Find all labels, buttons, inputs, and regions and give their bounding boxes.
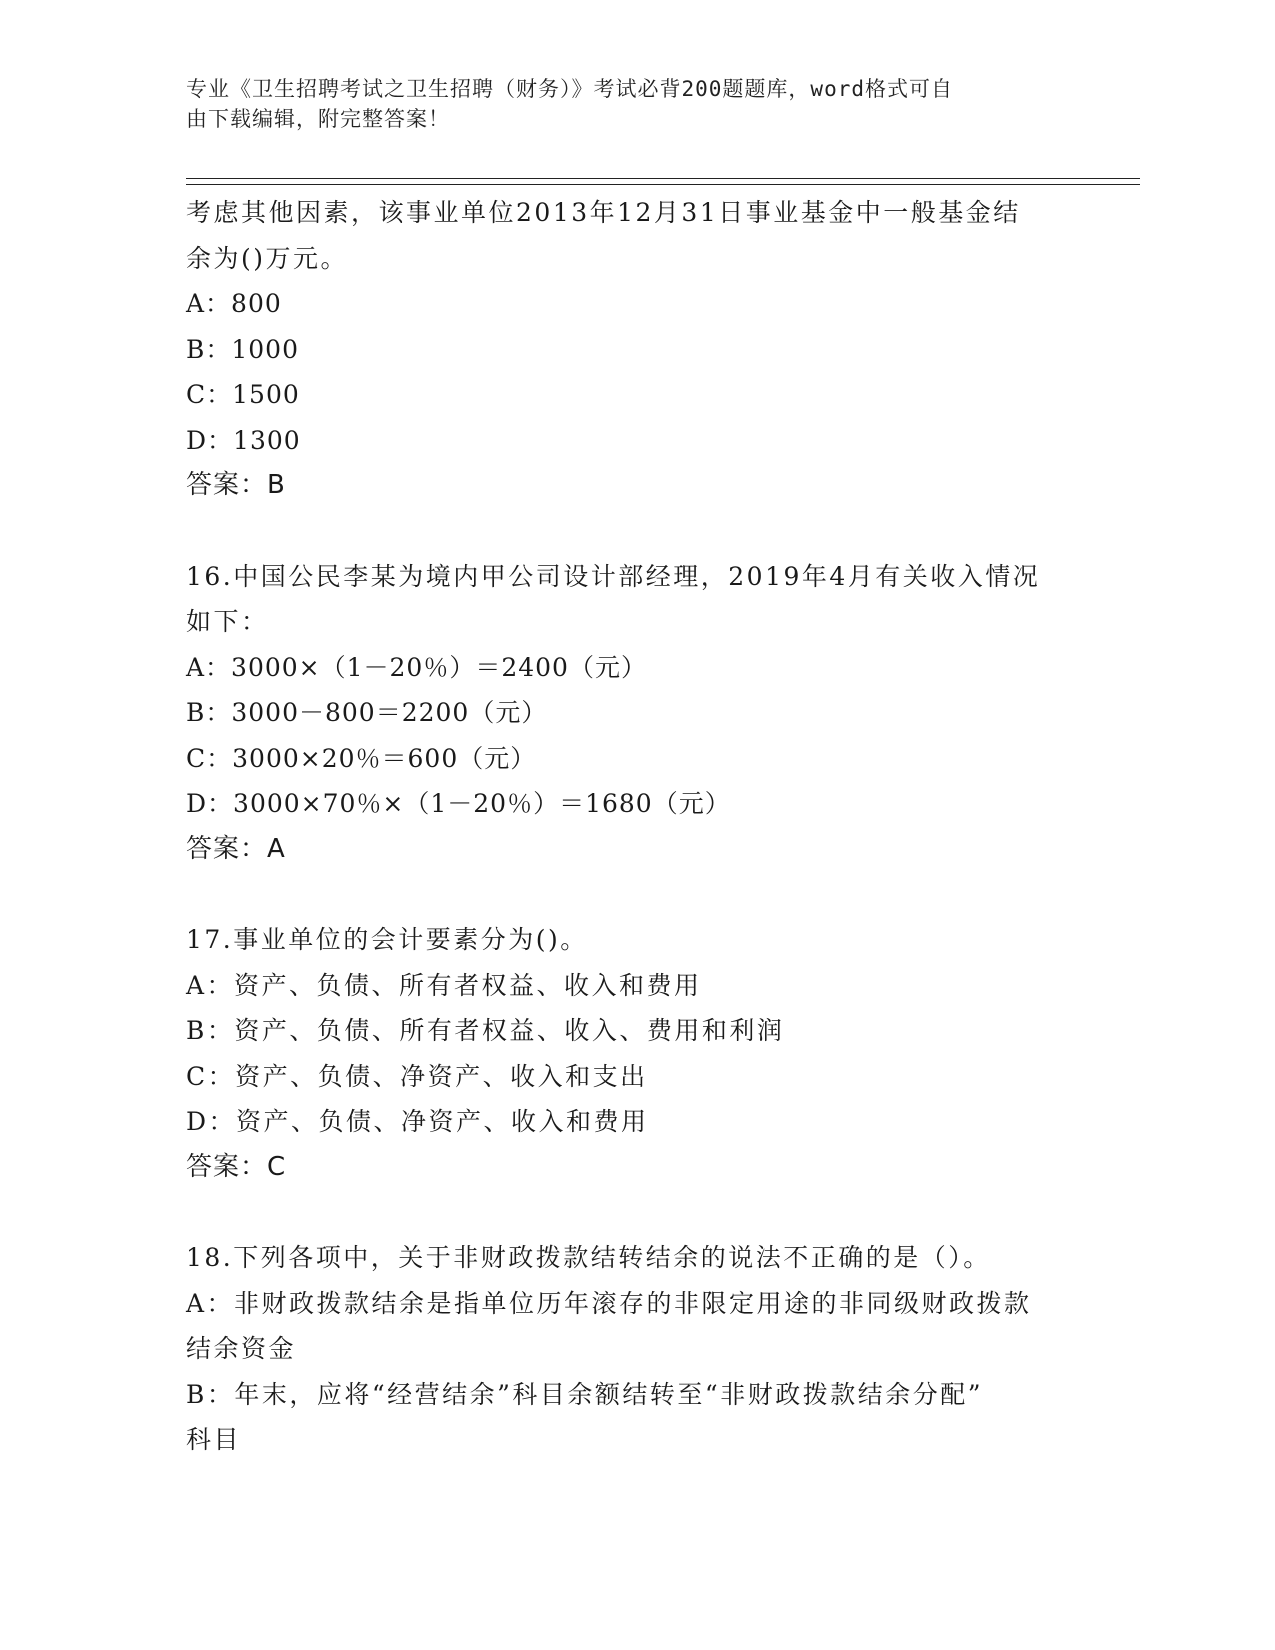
option-d: D：1300	[186, 425, 301, 455]
answer-line: 答案：B	[186, 470, 286, 500]
option-a: A：非财政拨款结余是指单位历年滚存的非限定用途的非同级财政拨款	[186, 1288, 1032, 1318]
question-stem: 18.下列各项中，关于非财政拨款结转结余的说法不正确的是（）。	[186, 1243, 991, 1272]
option-c: C：资产、负债、净资产、收入和支出	[186, 1061, 648, 1091]
question-18	[186, 1235, 1086, 1463]
answer-line: 答案：A	[186, 833, 286, 864]
question-list	[186, 190, 1086, 1463]
header-line-2: 由下载编辑，附完整答案！	[186, 107, 450, 131]
question-stem: 16.中国公民李某为境内甲公司设计部经理，2019年4月有关收入情况	[186, 561, 1041, 591]
option-d: D：3000×70％×（1－20％）＝1680（元）	[186, 789, 731, 818]
header-divider-top	[186, 178, 1140, 179]
question-15	[186, 190, 1086, 509]
document-header	[186, 74, 1066, 134]
option-c: C：1500	[186, 380, 300, 409]
header-divider-bottom	[186, 184, 1140, 185]
option-b: B：1000	[186, 334, 299, 364]
option-a-continued: 结余资金	[186, 1334, 297, 1363]
question-spacer	[186, 1190, 1086, 1235]
question-stem-continued: 余为()万元。	[186, 243, 349, 273]
question-16	[186, 554, 1086, 873]
option-b: B：资产、负债、所有者权益、收入、费用和利润	[186, 1016, 785, 1045]
answer-line: 答案：C	[186, 1151, 287, 1182]
question-17	[186, 917, 1086, 1190]
header-line-1: 专业《卫生招聘考试之卫生招聘（财务）》考试必背200题题库，word格式可自	[186, 77, 953, 101]
question-spacer	[186, 872, 1086, 917]
question-stem: 17.事业单位的会计要素分为()。	[186, 925, 588, 954]
option-d: D：资产、负债、净资产、收入和费用	[186, 1107, 649, 1136]
option-c: C：3000×20％＝600（元）	[186, 743, 537, 773]
option-b-continued: 科目	[186, 1425, 242, 1454]
option-a: A：3000×（1－20％）＝2400（元）	[186, 652, 647, 682]
option-b: B：年末，应将“经营结余”科目余额结转至“非财政拨款结余分配”	[186, 1379, 983, 1409]
question-stem: 考虑其他因素，该事业单位2013年12月31日事业基金中一般基金结	[186, 198, 1021, 227]
question-spacer	[186, 509, 1086, 554]
option-b: B：3000－800＝2200（元）	[186, 698, 548, 727]
question-stem-continued: 如下：	[186, 607, 269, 636]
option-a: A：资产、负债、所有者权益、收入和费用	[186, 970, 702, 1000]
option-a: A：800	[186, 289, 282, 318]
